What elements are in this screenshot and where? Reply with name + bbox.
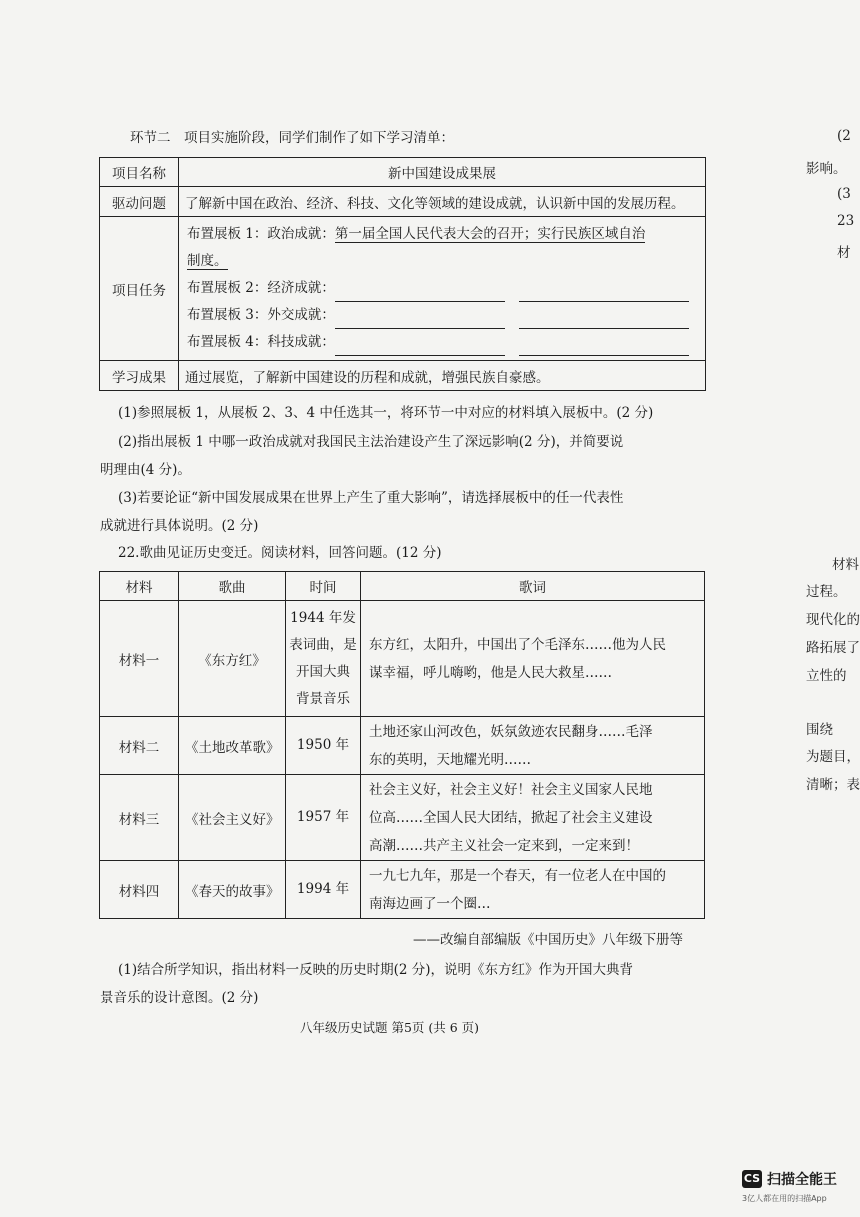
- column-header: 时间: [286, 572, 361, 601]
- song-time: [286, 861, 361, 919]
- adjacent-page-fragment: 为题目，: [806, 749, 860, 765]
- answer-blank[interactable]: [519, 285, 689, 302]
- song-title: 《春天的故事》: [179, 861, 286, 919]
- adjacent-page-fragment: 现代化的: [806, 612, 860, 628]
- song-title: 《东方红》: [179, 601, 286, 717]
- material-label: 材料三: [100, 775, 179, 861]
- answer-blank[interactable]: [335, 312, 505, 329]
- lyric-line: 社会主义好，社会主义好！社会主义国家人民地: [369, 781, 653, 798]
- section-intro: 环节二 项目实施阶段，同学们制作了如下学习清单：: [130, 130, 454, 146]
- question-22-1: (1)结合所学知识，指出材料一反映的历史时期(2 分)，说明《东方红》作为开国大典背: [118, 962, 634, 978]
- row-label: 项目任务: [100, 217, 179, 361]
- lyric-line: 一九七九年，那是一个春天，有一位老人在中国的: [369, 867, 666, 884]
- lyric-line: 东方红，太阳升，中国出了个毛泽东……他为人民: [369, 636, 666, 653]
- project-tasks: [179, 217, 706, 361]
- board-3: 布置展板 3：外交成就：: [187, 302, 699, 329]
- question-1: (1)参照展板 1，从展板 2、3、4 中任选其一，将环节一中对应的材料填入展板中。(2 分): [118, 405, 654, 421]
- row-label: 学习成果: [100, 361, 179, 391]
- board-4: 布置展板 4：科技成就：: [187, 329, 699, 356]
- song-time: [286, 601, 361, 717]
- row-label: 驱动问题: [100, 187, 179, 217]
- adjacent-page-fragment: (3: [837, 186, 851, 202]
- time-line: 1994 年: [296, 881, 350, 897]
- question-2-cont: 明理由(4 分)。: [100, 462, 191, 478]
- time-line: 背景音乐: [296, 690, 350, 707]
- material-label: 材料一: [100, 601, 179, 717]
- learning-result: 通过展览，了解新中国建设的历程和成就，增强民族自豪感。: [179, 361, 706, 391]
- table-row: [100, 187, 706, 217]
- column-header: 材料: [100, 572, 179, 601]
- driving-question: 了解新中国在政治、经济、科技、文化等领域的建设成就，认识新中国的发展历程。: [179, 187, 706, 217]
- question-22-1-cont: 景音乐的设计意图。(2 分): [100, 990, 259, 1006]
- board-1-answer: 第一届全国人民代表大会的召开；实行民族区域自治: [334, 226, 646, 242]
- adjacent-page-fragment: 材: [837, 245, 851, 261]
- adjacent-page-fragment: 围绕: [806, 722, 833, 738]
- board-2: 布置展板 2：经济成就：: [187, 275, 699, 302]
- answer-blank[interactable]: [335, 339, 505, 356]
- question-3-cont: 成就进行具体说明。(2 分): [100, 518, 259, 534]
- adjacent-page-fragment: 清晰；表: [806, 777, 860, 793]
- table-row: [100, 601, 705, 717]
- adjacent-page-fragment: (2: [837, 128, 851, 144]
- song-lyrics: [361, 861, 705, 919]
- page-footer: 八年级历史试题 第5页 (共 6 页): [300, 1020, 480, 1035]
- lyric-line: 位高……全国人民大团结，掀起了社会主义建设: [369, 809, 653, 826]
- row-label: 项目名称: [100, 158, 179, 187]
- column-header: 歌词: [361, 572, 705, 601]
- lyric-line: 谋幸福，呼儿嗨哟，他是人民大救星……: [369, 664, 612, 681]
- learning-checklist-table: [99, 157, 706, 391]
- board-1: 布置展板 1：政治成就：第一届全国人民代表大会的召开；实行民族区域自治: [187, 226, 646, 242]
- song-title: 《社会主义好》: [179, 775, 286, 861]
- board-1-answer-cont: 制度。: [187, 253, 228, 269]
- time-line: 开国大典: [296, 663, 350, 680]
- question-3: (3)若要论证“新中国发展成果在世界上产生了重大影响”，请选择展板中的任一代表性: [118, 490, 624, 506]
- answer-blank[interactable]: [335, 285, 505, 302]
- song-table: [99, 571, 705, 919]
- table-row: [100, 717, 705, 775]
- scanner-tagline: 3亿人都在用的扫描App: [742, 1194, 827, 1203]
- adjacent-page-fragment: 立性的: [806, 668, 847, 684]
- question-2: (2)指出展板 1 中哪一政治成就对我国民主法治建设产生了深远影响(2 分)，并简要说: [118, 434, 624, 450]
- table-row: [100, 361, 706, 391]
- source-citation: ——改编自部编版《中国历史》八年级下册等: [413, 932, 683, 948]
- adjacent-page-fragment: 路拓展了: [806, 640, 860, 656]
- material-label: 材料二: [100, 717, 179, 775]
- song-title: 《土地改革歌》: [179, 717, 286, 775]
- table-row: [100, 158, 706, 187]
- adjacent-page-fragment: 影响。: [806, 161, 847, 177]
- song-time: [286, 717, 361, 775]
- time-line: 1957 年: [296, 809, 350, 825]
- question-22-title: 22.歌曲见证历史变迁。阅读材料，回答问题。(12 分): [118, 545, 442, 561]
- adjacent-page-fragment: 材料: [832, 557, 859, 573]
- lyric-line: 南海边画了一个圈…: [369, 895, 491, 912]
- table-header-row: [100, 572, 705, 601]
- adjacent-page-fragment: 23: [837, 213, 855, 229]
- song-lyrics: [361, 717, 705, 775]
- project-name: 新中国建设成果展: [179, 158, 706, 187]
- time-line: 1950 年: [296, 737, 350, 753]
- scanner-name: 扫描全能王: [767, 1172, 837, 1188]
- scanner-logo-icon: CS: [742, 1170, 762, 1188]
- lyric-line: 东的英明，天地耀光明……: [369, 751, 531, 768]
- time-line: 表词曲，是: [289, 636, 357, 653]
- song-lyrics: [361, 601, 705, 717]
- table-row: [100, 775, 705, 861]
- column-header: 歌曲: [179, 572, 286, 601]
- song-time: [286, 775, 361, 861]
- lyric-line: 土地还家山河改色，妖氛敛迹农民翻身……毛泽: [369, 723, 653, 740]
- answer-blank[interactable]: [519, 312, 689, 329]
- table-row: [100, 217, 706, 361]
- time-line: 1944 年发: [290, 609, 356, 626]
- lyric-line: 高潮……共产主义社会一定来到，一定来到！: [369, 837, 639, 854]
- answer-blank[interactable]: [519, 339, 689, 356]
- song-lyrics: [361, 775, 705, 861]
- material-label: 材料四: [100, 861, 179, 919]
- table-row: [100, 861, 705, 919]
- adjacent-page-fragment: 过程。: [806, 584, 847, 600]
